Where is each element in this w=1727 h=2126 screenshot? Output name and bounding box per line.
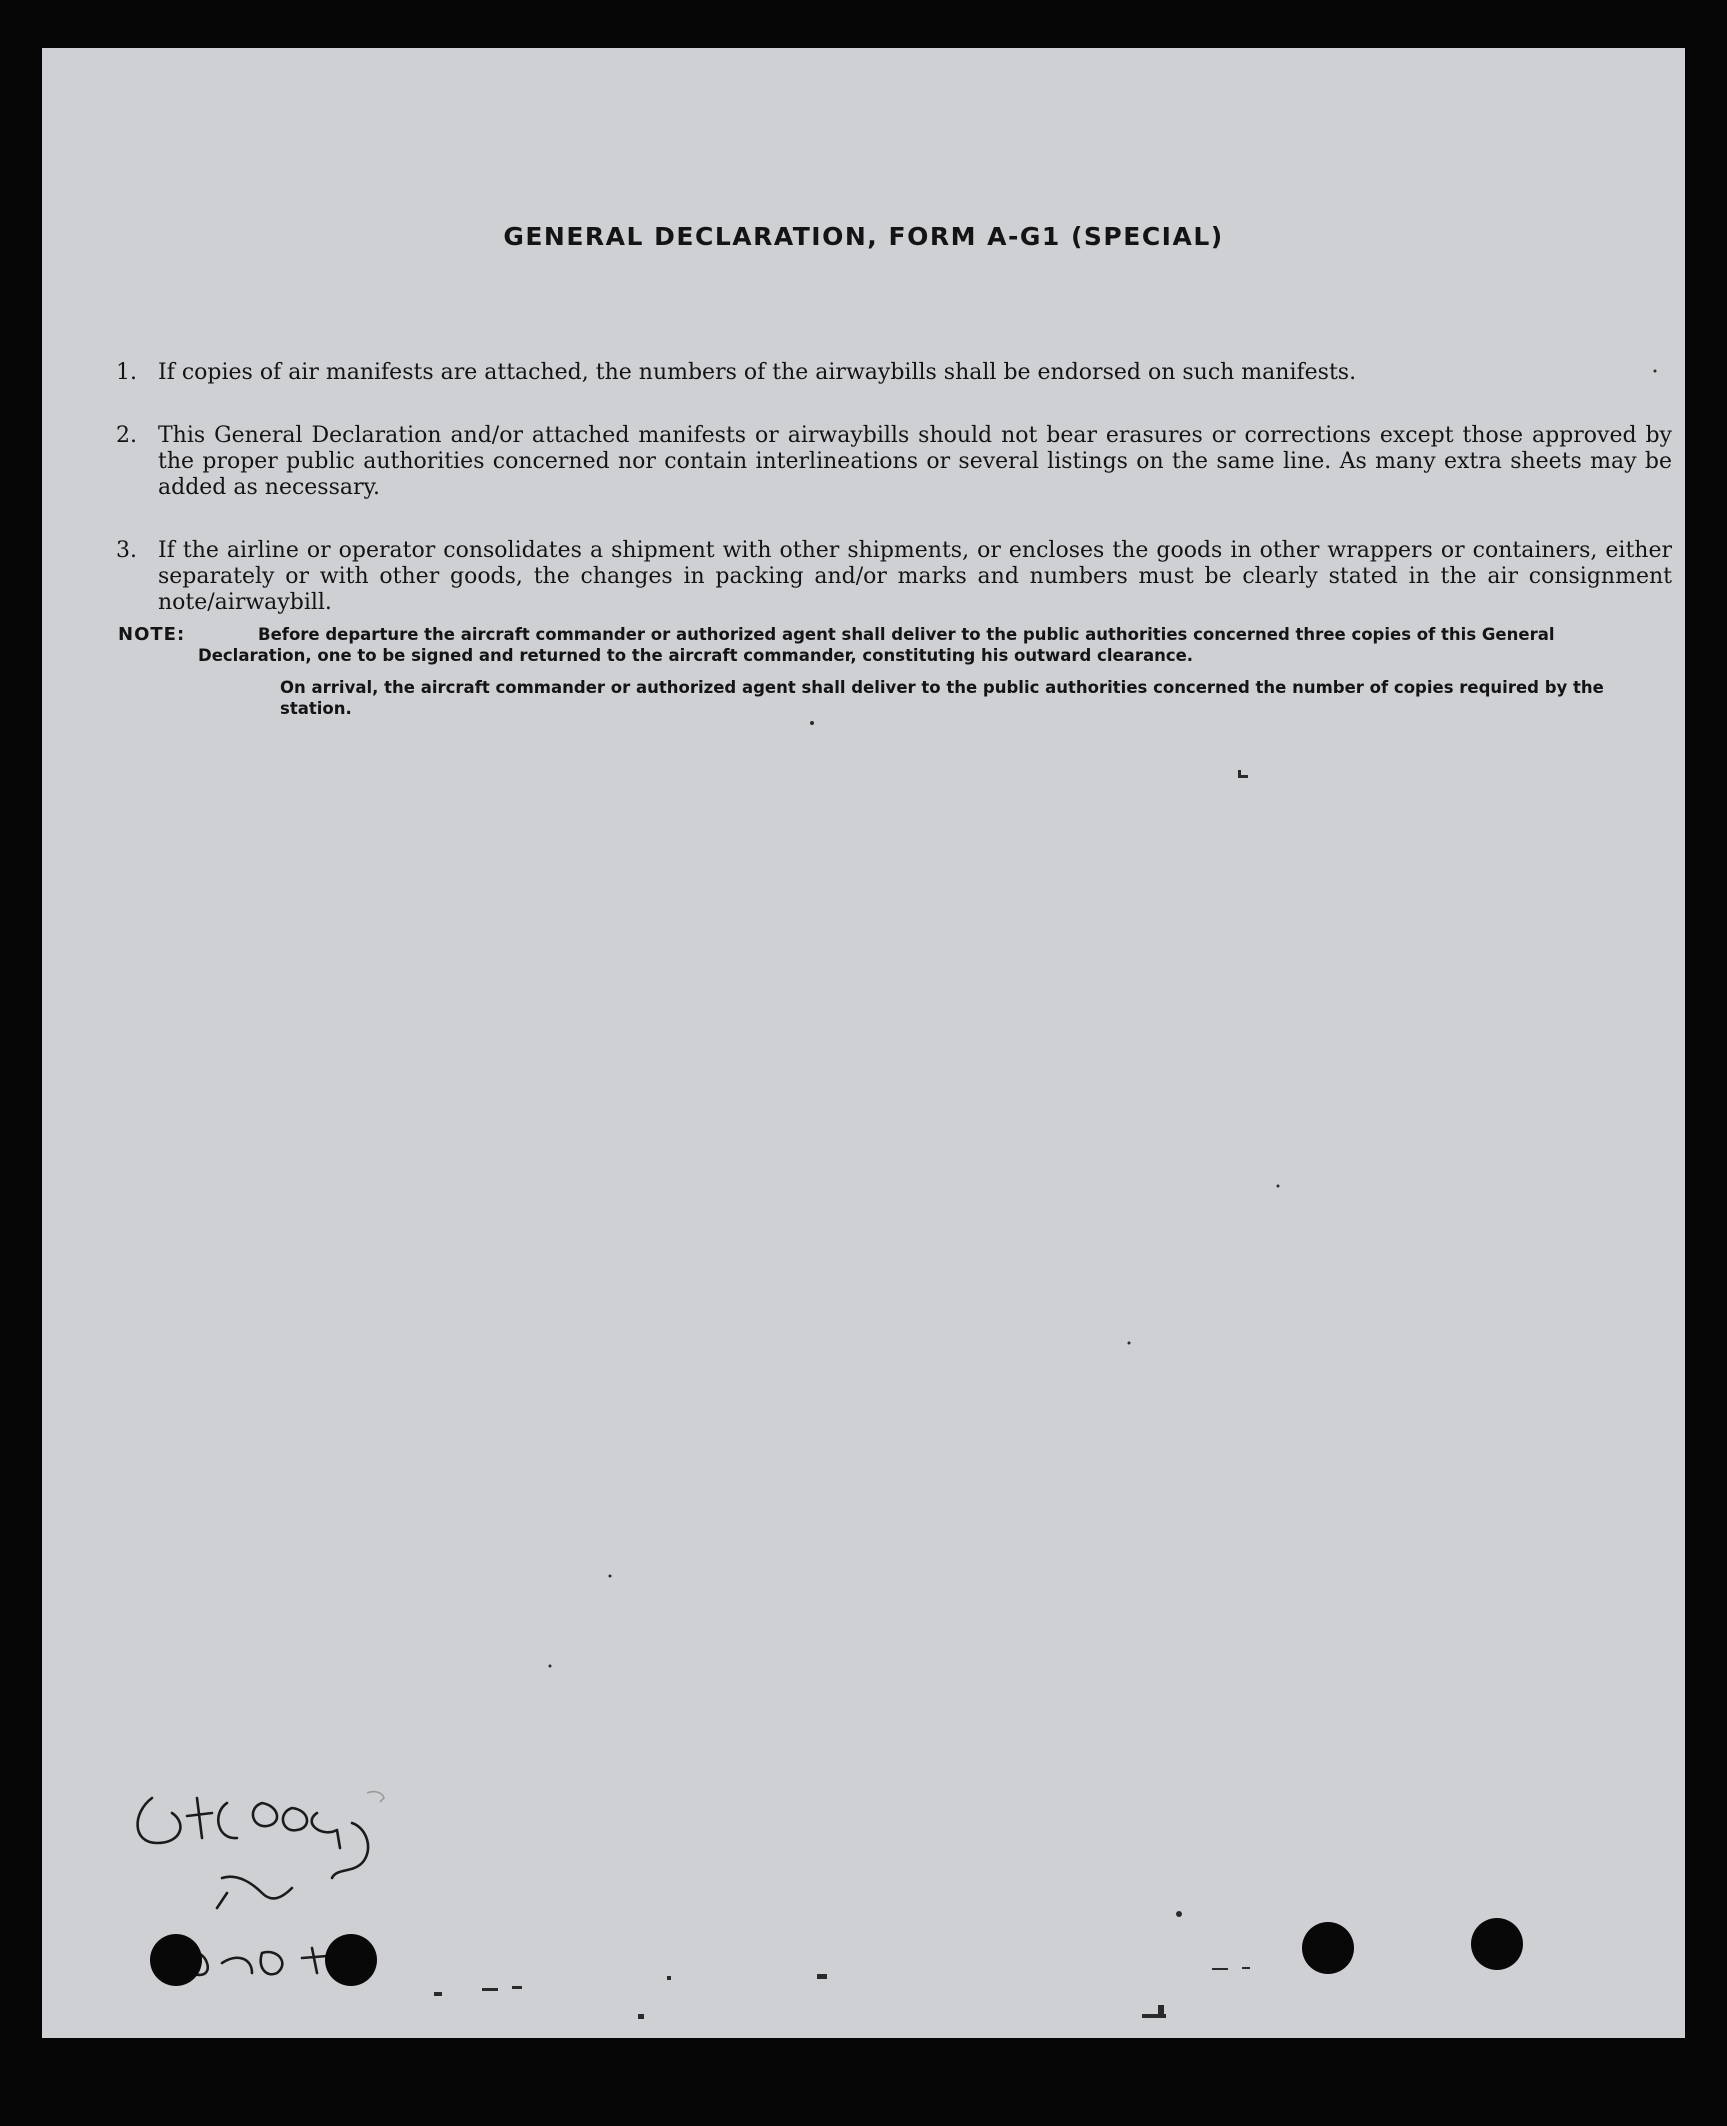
note-label: NOTE: [118, 624, 186, 645]
item-text: This General Declaration and/or attached manifests or airwaybills should not bear erasures or corrections except those approved by the proper public authorities concerned nor contain interlineations or several listings on the same line. As many extra sheets may be added as necessary. [158, 423, 1672, 500]
document-page [42, 48, 1685, 2038]
note-paragraph-arrival: On arrival, the aircraft commander or authorized agent shall deliver to the public authorities concerned the number of copies required by the station. [280, 678, 1604, 718]
item-number: 1. [116, 360, 137, 385]
item-number: 2. [116, 423, 137, 448]
document-title: GENERAL DECLARATION, FORM A-G1 (SPECIAL) [503, 222, 1224, 251]
scan-artifacts [42, 48, 1685, 2038]
item-number: 3. [116, 538, 137, 563]
item-text: If the airline or operator consolidates a shipment with other shipments, or encloses the goods in other wrappers or containers, either separately or with other goods, the changes in packing and/or marks and numbers must be clearly stated in the air consignment note/airwaybill. [158, 538, 1672, 615]
note-paragraph-departure: Before departure the aircraft commander or authorized agent shall deliver to the public authorities concerned three copies of this General Declaration, one to be signed and returned to the aircraft commander, constituting his outward clearance. [198, 625, 1555, 665]
item-text: If copies of air manifests are attached, the numbers of the airwaybills shall be endorsed on such manifests. [158, 360, 1357, 385]
